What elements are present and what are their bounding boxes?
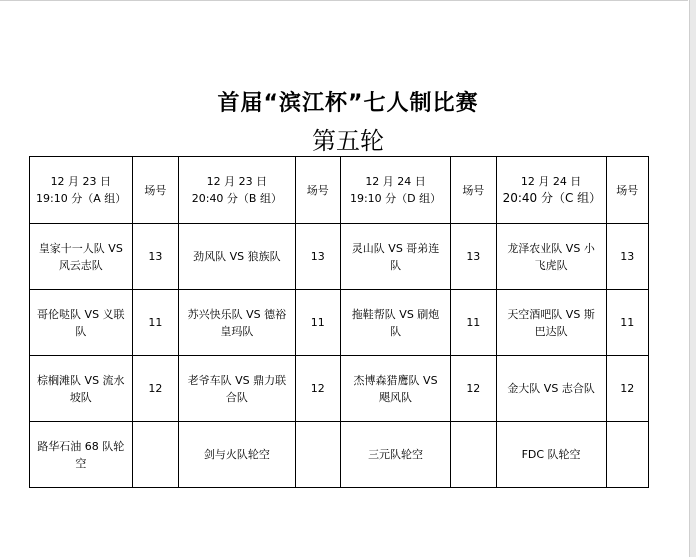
match-number: 12: [132, 356, 179, 422]
top-border: [0, 0, 688, 3]
header-slot-a: 12 月 23 日 19:10 分（A 组）: [30, 157, 133, 224]
header-num-b: 场号: [295, 157, 340, 224]
header-slot-b: 12 月 23 日 20:40 分（B 组）: [179, 157, 295, 224]
match-cell: 杰博森猎鹰队 VS 飓风队: [341, 356, 451, 422]
match-number: 11: [132, 290, 179, 356]
match-cell: 皇家十一人队 VS 风云志队: [30, 224, 133, 290]
match-cell: 老爷车队 VS 鼎力联合队: [179, 356, 295, 422]
match-number: 13: [132, 224, 179, 290]
match-cell: 棕榈滩队 VS 流水坡队: [30, 356, 133, 422]
bye-cell: 三元队轮空: [341, 422, 451, 488]
match-number: 13: [295, 224, 340, 290]
table-row: [30, 422, 649, 488]
page-edge: [689, 0, 696, 557]
match-cell: 灵山队 VS 哥弟连队: [341, 224, 451, 290]
match-number: 13: [451, 224, 496, 290]
match-number: 11: [451, 290, 496, 356]
match-number: [451, 422, 496, 488]
header-num-d: 场号: [451, 157, 496, 224]
header-num-a: 场号: [132, 157, 179, 224]
match-number: 12: [451, 356, 496, 422]
match-number: 12: [295, 356, 340, 422]
schedule-table: [29, 156, 649, 488]
match-number: [606, 422, 648, 488]
match-cell: 龙泽农业队 VS 小飞虎队: [496, 224, 606, 290]
table-row: [30, 224, 649, 290]
table-row: [30, 356, 649, 422]
match-cell: 苏兴快乐队 VS 德裕皇玛队: [179, 290, 295, 356]
bye-cell: 剑与火队轮空: [179, 422, 295, 488]
bye-cell: 路华石油 68 队轮空: [30, 422, 133, 488]
match-cell: 劲风队 VS 狼族队: [179, 224, 295, 290]
match-cell: 哥伦哒队 VS 义联队: [30, 290, 133, 356]
match-cell: 天空酒吧队 VS 斯巴达队: [496, 290, 606, 356]
header-row: [30, 157, 649, 224]
match-number: 12: [606, 356, 648, 422]
header-num-c: 场号: [606, 157, 648, 224]
table-row: [30, 290, 649, 356]
page-title: 首届“滨江杯”七人制比赛: [217, 91, 479, 116]
page-subtitle: 第五轮: [312, 127, 384, 155]
header-slot-c: 12 月 24 日 20:40 分（C 组）: [496, 157, 606, 224]
bye-cell: FDC 队轮空: [496, 422, 606, 488]
match-cell: 金大队 VS 志合队: [496, 356, 606, 422]
match-number: 13: [606, 224, 648, 290]
header-slot-d: 12 月 24 日 19:10 分（D 组）: [341, 157, 451, 224]
match-cell: 拖鞋帮队 VS 刷炮队: [341, 290, 451, 356]
match-number: 11: [295, 290, 340, 356]
match-number: [295, 422, 340, 488]
match-number: 11: [606, 290, 648, 356]
match-number: [132, 422, 179, 488]
